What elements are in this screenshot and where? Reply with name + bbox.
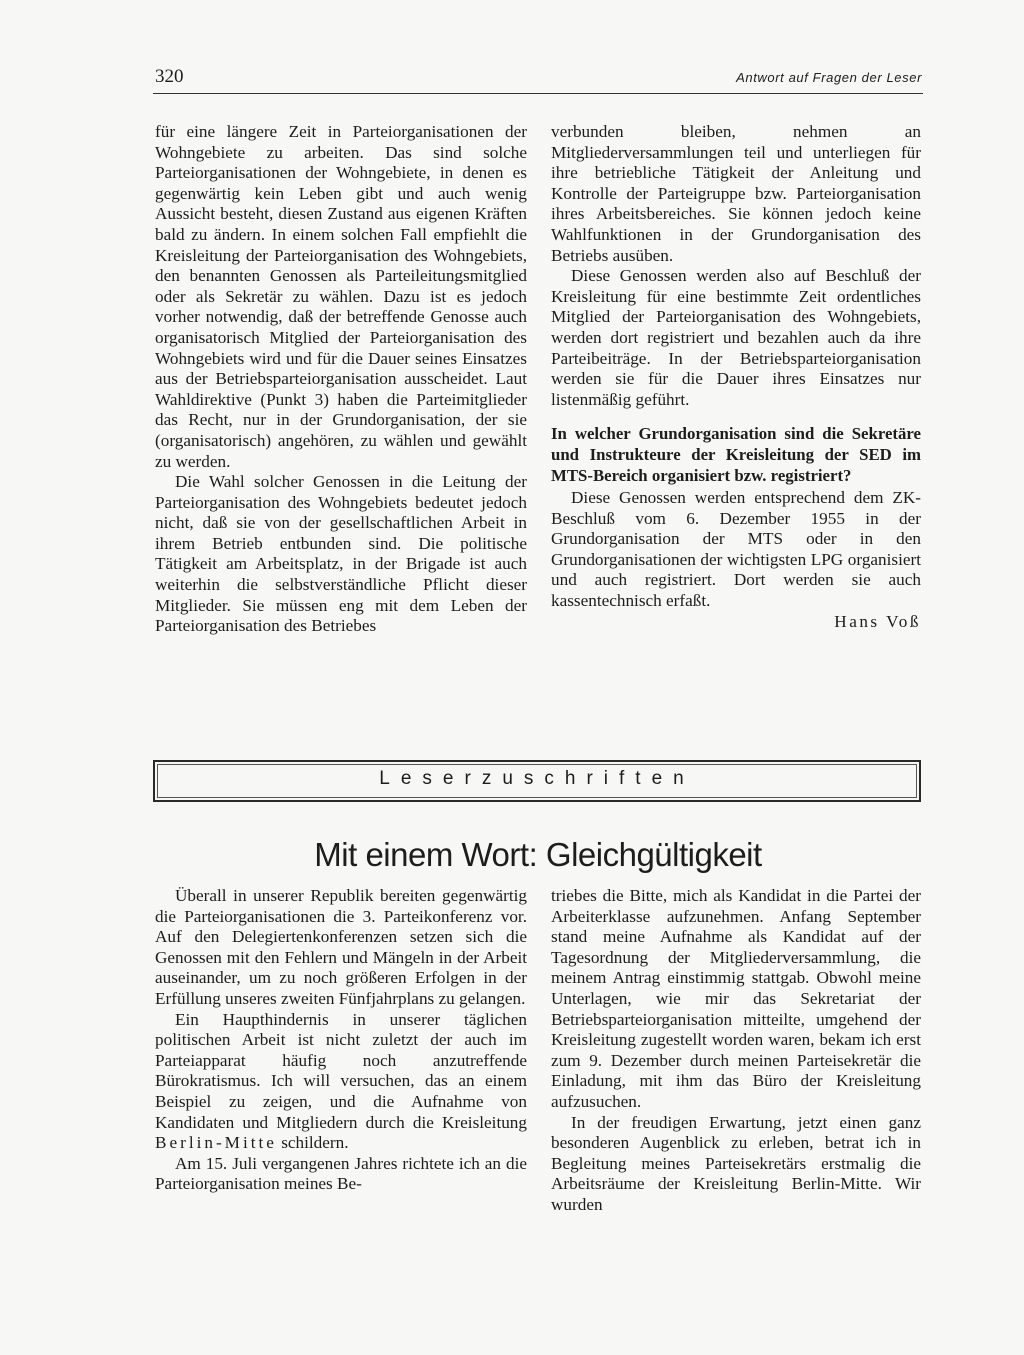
author-signature: Hans Voß: [834, 611, 921, 631]
answer-paragraph-3: verbunden bleiben, nehmen an Mitgliederversammlungen teil und unterliegen für ihre betriebliche Tätigkeit der Anleitung und Kontrolle der Parteigruppe bzw. Parteiorganisation ihres Arbeitsbereiches. Sie können jedoch keine Wahlfunktionen in der Grundorganisation des Betriebs ausüben.: [551, 122, 921, 265]
reader-question: In welcher Grundorganisation sind die Sekretäre und Instrukteure der Kreisleitung der SED im MTS-Bereich organisiert bzw. registriert?: [551, 424, 921, 485]
letter-paragraph-2: [155, 1010, 527, 1154]
answer-paragraph-4: Diese Genossen werden also auf Beschluß der Kreisleitung für eine bestimmte Zeit ordentliches Mitglied der Parteiorganisation des Wohngebiets, werden dort registriert und bezahlen auch da ihre Parteibeiträge. In der Betriebsparteiorganisation werden sie für die Dauer ihres Einsatzes nur listenmäßig geführt.: [551, 266, 921, 409]
section-banner: [153, 760, 921, 802]
letter-headline: Mit einem Wort: Gleichgültigkeit: [314, 836, 762, 873]
answer-reply: Diese Genossen werden entsprechend dem ZK-Beschluß vom 6. Dezember 1955 in der Grundorganisation der MTS oder in den Grundorganisationen der wichtigsten LPG organisiert und auch registriert. Dort werden sie auch kassentechnisch erfaßt.: [551, 488, 921, 611]
answer-paragraph-2: Die Wahl solcher Genossen in die Leitung der Parteiorganisation des Wohngebiets bedeutet jedoch nicht, daß sie von der gesellschaftlichen Arbeit in ihrem Betrieb entbunden sind. Die politische Tätigkeit am Arbeitsplatz, in der Brigade ist auch weiterhin die selbstverständliche Pflicht dieser Mitglieder. Sie müssen eng mit dem Leben der Parteiorganisation des Betriebes: [155, 472, 527, 636]
answer-column-right: [551, 122, 921, 632]
letter-place-name: Berlin-Mitte: [155, 1133, 277, 1153]
section-title: Leserzuschriften: [379, 768, 695, 789]
letter-paragraph-5: In der freudigen Erwartung, jetzt einen ganz besonderen Augenblick zu erleben, betrat ich in Begleitung meines Parteisekretärs erstmalig die Arbeitsräume der Kreisleitung Berlin-Mitte. Wir wurden: [551, 1112, 921, 1214]
letter-paragraph-2-text: Ein Haupthindernis in unserer täglichen politischen Arbeit ist nicht zuletzt der auch im Parteiapparat häufig noch anzutreffende Bürokratismus. Ich will versuchen, das an einem Beispiel zu zeigen, und die Aufnahme von Kandidaten und Mitgliedern durch die Kreisleitung: [155, 1009, 527, 1132]
answer-column-left: [155, 122, 527, 637]
letter-column-left: [155, 886, 527, 1195]
header-rule: [153, 93, 923, 94]
page-number: 320: [155, 66, 184, 87]
letter-paragraph-2-end: schildern.: [281, 1133, 349, 1153]
letter-column-right: [551, 886, 921, 1216]
letter-paragraph-1: Überall in unserer Republik bereiten gegenwärtig die Parteiorganisationen die 3. Parteikonferenz vor. Auf den Delegiertenkonferenzen setzen sich die Genossen mit den Fehlern und Mängeln in der Arbeit auseinander, um zu noch größeren Erfolgen in der Erfüllung unseres zweiten Fünfjahrplans zu gelangen.: [155, 886, 527, 1008]
letter-paragraph-3: Am 15. Juli vergangenen Jahres richtete ich an die Parteiorganisation meines Be-: [155, 1153, 527, 1194]
running-header: Antwort auf Fragen der Leser: [736, 70, 922, 85]
answer-paragraph-1: für eine längere Zeit in Parteiorganisationen der Wohngebiete zu arbeiten. Das sind solche Parteiorganisationen der Wohngebiete, in denen es gegenwärtig kein Leben gibt und auch wenig Aussicht besteht, diesen Zustand aus eigenen Kräften bald zu ändern. In einem solchen Fall empfiehlt die Kreisleitung der Parteiorganisation des Wohngebiets, den benannten Genossen als Parteileitungsmitglied oder als Sekretär zu wählen. Dazu ist es jedoch vorher notwendig, daß der betreffende Genosse auch organisatorisch Mitglied der Parteiorganisation des Wohngebiets wird und für die Dauer seines Einsatzes aus der Betriebsparteiorganisation ausscheidet. Laut Wahldirektive (Punkt 3) haben die Parteimitglieder das Recht, nur in der Grundorganisation, der sie (organisatorisch) angehören, zu wählen und gewählt zu werden.: [155, 122, 527, 471]
letter-paragraph-4: triebes die Bitte, mich als Kandidat in die Partei der Arbeiterklasse aufzunehmen. Anfang September stand meine Aufnahme als Kandidat auf der Tagesordnung der Mitgliederversammlung, die meinem Antrag einstimmig stattgab. Obwohl meine Unterlagen, wie mir das Sekretariat der Betriebsparteiorganisation mitteilte, umgehend der Kreisleitung zugestellt worden waren, bekam ich erst zum 9. Dezember durch meinen Parteisekretär die Einladung, mit ihm das Büro der Kreisleitung aufzusuchen.: [551, 886, 921, 1111]
